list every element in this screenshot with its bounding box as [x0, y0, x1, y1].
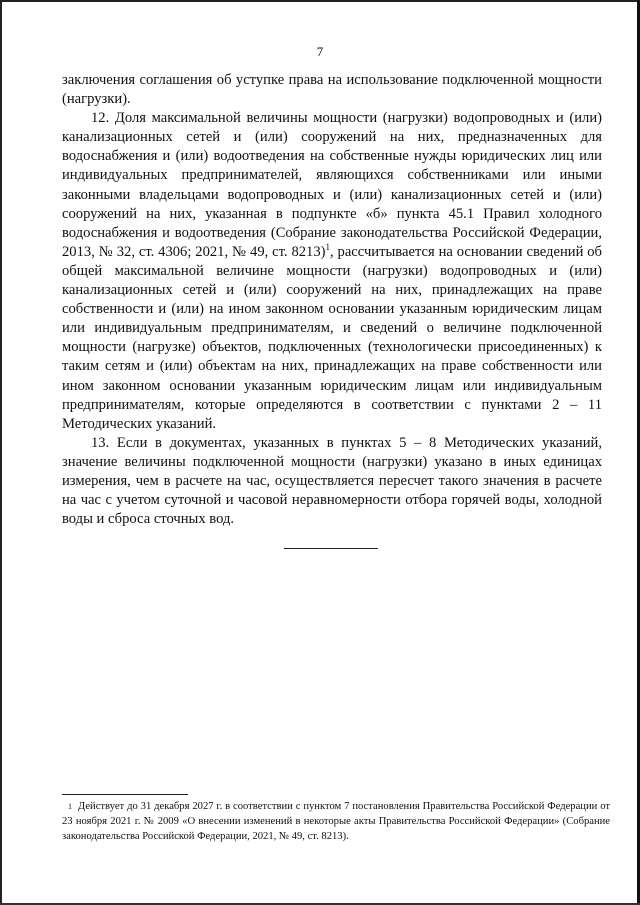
paragraph-13: 13. Если в документах, указанных в пунктах 5 – 8 Методических указаний, значение величины подключенной мощности (нагрузки) указано в иных единицах измерения, чем в расчете на час, осуществляется пересчет такого значения в расчете на час с учетом суточной и часовой неравномерности отбора горячей воды, холодной воды и сброса сточных вод. [62, 434, 602, 528]
end-of-text-separator [284, 548, 378, 549]
paragraph-12 [62, 109, 602, 434]
footnote-rule [62, 794, 188, 795]
paragraph-12-text-before: 12. Доля максимальной величины мощности (нагрузки) водопроводных и (или) канализационных сетей и (или) сооружений на них, предназначенных для водоснабжения и (или) водоотведения на собственные нужды юридических лиц или индивидуальных предпринимателей, являющихся собственниками или иными законными владельцами водопроводных и (или) канализационных сетей и (или) сооружений на них, указанная в подпункте «б» пункта 45.1 Правил холодного водоснабжения и водоотведения (Собрание законодательства Российской Федерации, 2013, № 32, ст. 4306; 2021, № 49, ст. 8213) [62, 110, 602, 260]
page-number: 7 [316, 44, 324, 59]
document-body [62, 71, 602, 529]
footnote-mark: 1 [68, 802, 72, 811]
paragraph-12-text-after: , рассчитывается на основании сведений об общей максимальной величине мощности (нагрузки) водопроводных и (или) канализационных сетей и (или) сооружений на них, принадлежащих на праве собственности и (или) на ином законном основании указанным юридическим лицам или индивидуальным предпринимателям, и сведений о величине подключенной мощности (нагрузке) объектов, подключенных (технологически присоединенных) к таким сетям и (или) объектам на них, принадлежащих на праве собственности или ином законном основании указанным юридическим лицам или индивидуальным предпринимателям, которые определяются в соответствии с пунктами 2 – 11 Методических указаний. [62, 243, 602, 432]
footnote [62, 799, 610, 844]
paragraph-continuation: заключения соглашения об уступке права на использование подключенной мощности (нагрузки). [62, 72, 602, 108]
scan-edge-top [0, 0, 640, 2]
scan-edge-left [0, 0, 2, 905]
footnote-reference: 1 [325, 241, 330, 252]
footnote-text: Действует до 31 декабря 2027 г. в соответствии с пунктом 7 постановления Правительства Российской Федерации от 23 ноября 2021 г. № 2009 «О внесении изменений в некоторые акты Правительства Российской Федерации» (Собрание законодательства Российской Федерации, 2021, № 49, ст. 8213). [62, 801, 610, 842]
